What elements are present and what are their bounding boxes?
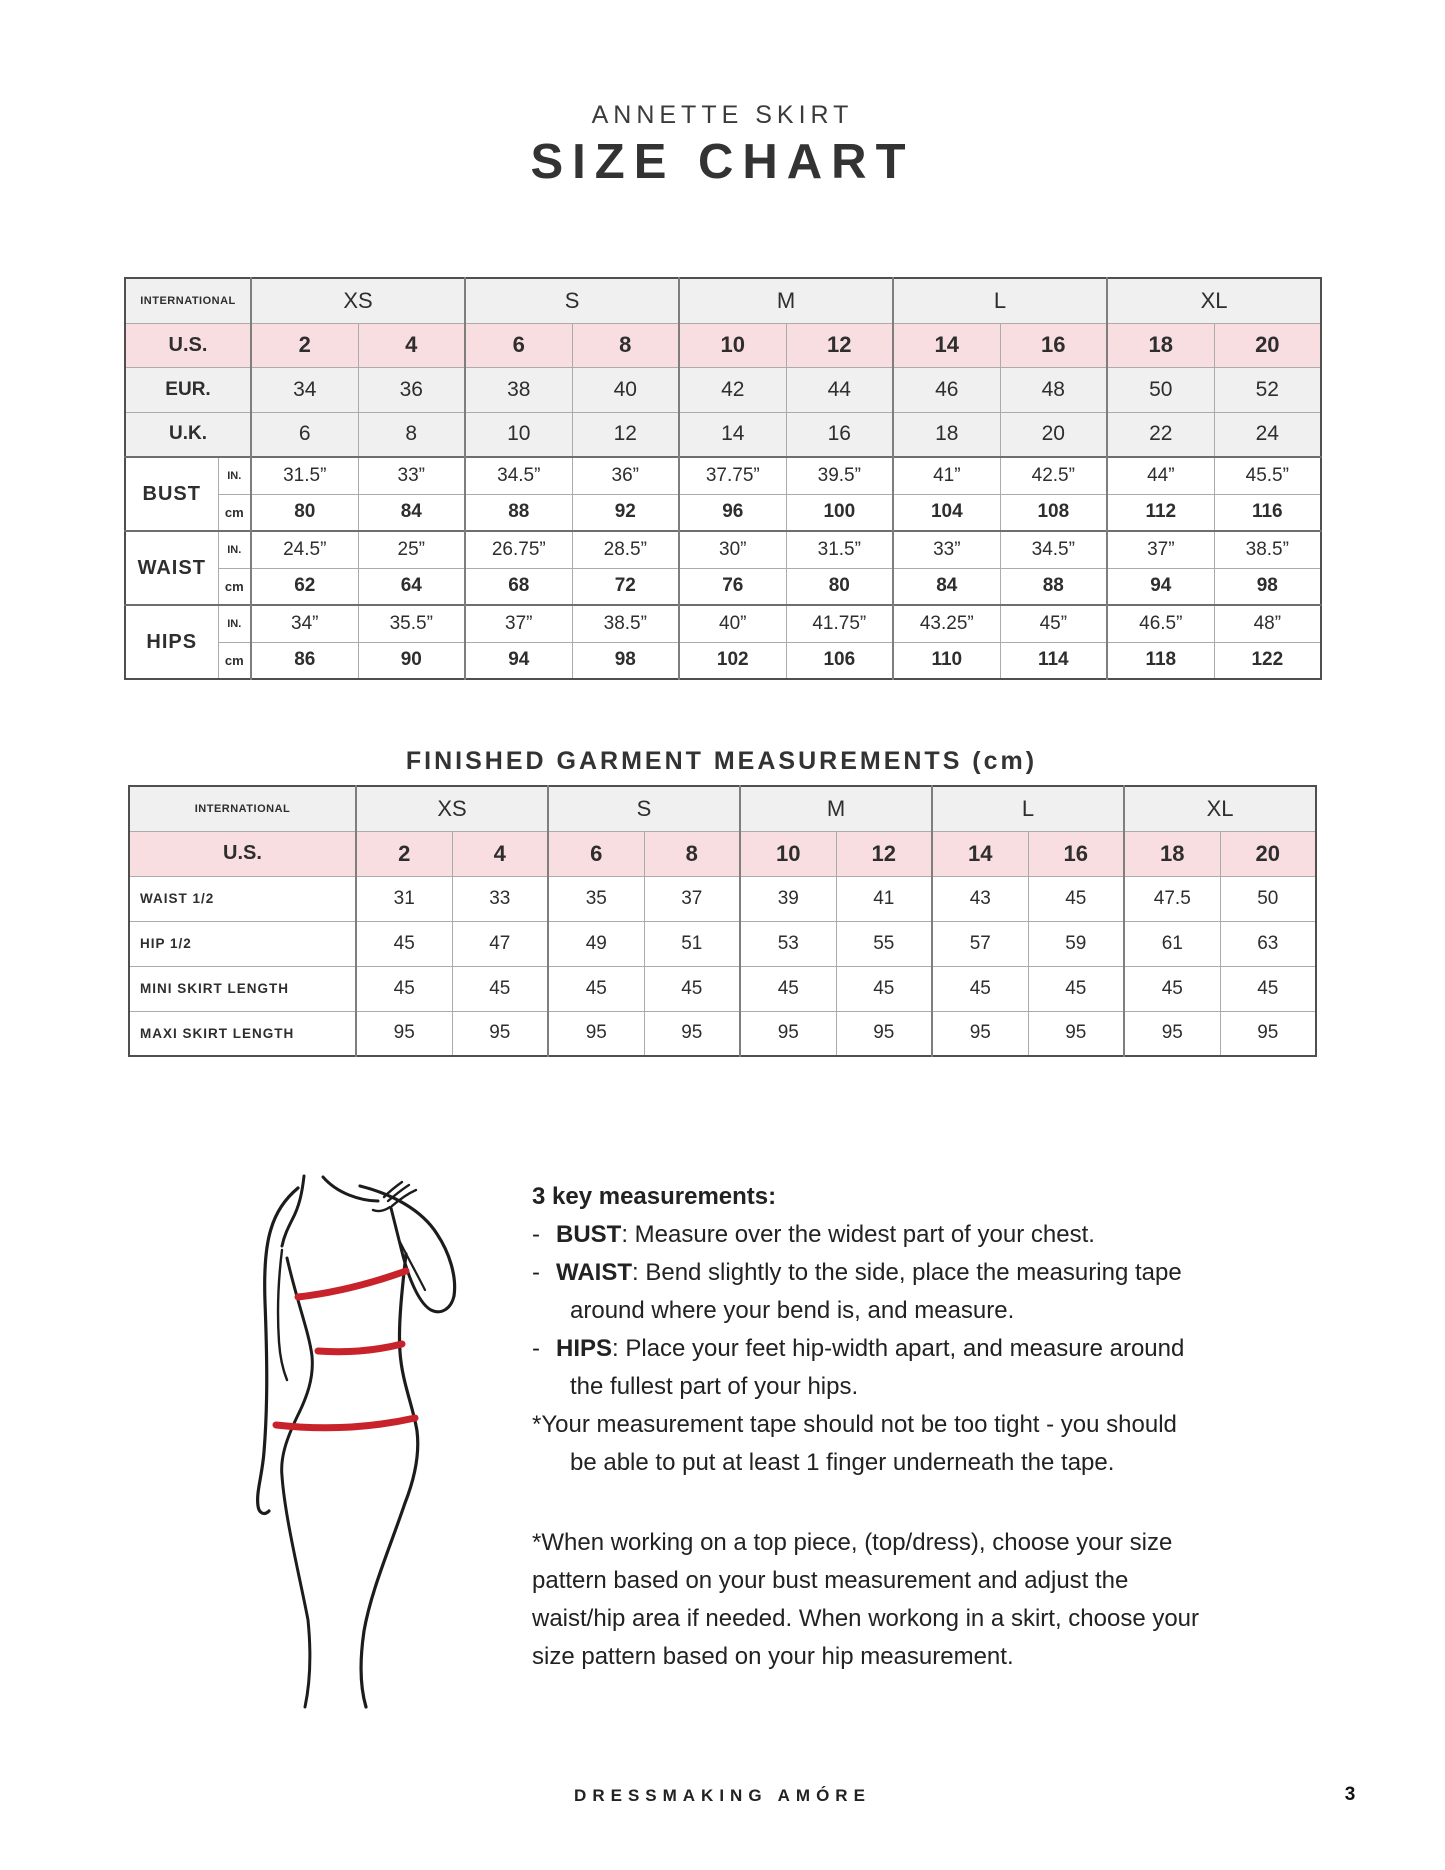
tape-note: *Your measurement tape should not be too tight - you should be able to put at least 1 finger underneath the tape. — [532, 1411, 1177, 1476]
inch-value-cell: 41.75” — [786, 605, 893, 642]
inch-value-cell: 41” — [893, 457, 1000, 494]
intl-size-cell: S — [548, 786, 740, 831]
garment-value-cell: 53 — [740, 921, 836, 966]
eur-size-cell: 38 — [465, 367, 572, 412]
us-size-cell: 8 — [572, 323, 679, 367]
intl-size-cell: XS — [251, 278, 465, 323]
inch-value-cell: 42.5” — [1000, 457, 1107, 494]
eur-size-cell: 46 — [893, 367, 1000, 412]
uk-size-cell: 22 — [1107, 412, 1214, 457]
intl-size-cell: XS — [356, 786, 548, 831]
garment-measure-row — [129, 1011, 1316, 1056]
page-title: SIZE CHART — [530, 135, 915, 189]
garment-value-cell: 95 — [1124, 1011, 1220, 1056]
intl-size-cell: L — [932, 786, 1124, 831]
cm-value-cell: 116 — [1214, 494, 1321, 531]
us-size-cell: 16 — [1028, 831, 1124, 876]
garment-value-cell: 51 — [644, 921, 740, 966]
cm-value-cell: 68 — [465, 568, 572, 605]
eur-size-cell: 50 — [1107, 367, 1214, 412]
inch-value-cell: 37” — [1107, 531, 1214, 568]
inch-value-cell: 26.75” — [465, 531, 572, 568]
international-label-cell: INTERNATIONAL — [125, 278, 251, 323]
bullet-term: HIPS — [556, 1335, 613, 1362]
bullet-marker: - — [532, 1221, 540, 1248]
garment-measure-label-cell: MAXI SKIRT LENGTH — [129, 1011, 356, 1056]
inch-value-cell: 35.5” — [358, 605, 465, 642]
cm-value-cell: 88 — [1000, 568, 1107, 605]
inch-value-cell: 37” — [465, 605, 572, 642]
us-size-cell: 20 — [1214, 323, 1321, 367]
cm-value-cell: 72 — [572, 568, 679, 605]
eur-size-cell: 52 — [1214, 367, 1321, 412]
cm-value-cell: 86 — [251, 642, 358, 679]
bust-measure-line — [298, 1271, 406, 1297]
inch-value-cell: 33” — [358, 457, 465, 494]
cm-value-cell: 118 — [1107, 642, 1214, 679]
uk-size-cell: 10 — [465, 412, 572, 457]
cm-value-cell: 98 — [1214, 568, 1321, 605]
garment-value-cell: 61 — [1124, 921, 1220, 966]
us-size-cell: 18 — [1124, 831, 1220, 876]
body-outline-strokes — [258, 1176, 455, 1707]
us-size-cell: 2 — [251, 323, 358, 367]
unit-cm-cell: cm — [218, 494, 251, 531]
cm-value-cell: 84 — [893, 568, 1000, 605]
garment-value-cell: 31 — [356, 876, 452, 921]
guide-bullet-bust — [532, 1216, 1200, 1254]
eur-label-cell: EUR. — [125, 367, 251, 412]
measure-label-cell: WAIST — [125, 531, 218, 605]
garment-value-cell: 49 — [548, 921, 644, 966]
inch-value-cell: 39.5” — [786, 457, 893, 494]
garment-value-cell: 59 — [1028, 921, 1124, 966]
inch-value-cell: 31.5” — [251, 457, 358, 494]
cm-value-cell: 110 — [893, 642, 1000, 679]
uk-label-cell: U.K. — [125, 412, 251, 457]
finished-garment-table — [128, 785, 1317, 1057]
us-size-cell: 16 — [1000, 323, 1107, 367]
garment-value-cell: 50 — [1220, 876, 1316, 921]
garment-measure-row — [129, 966, 1316, 1011]
garment-value-cell: 95 — [356, 1011, 452, 1056]
guide-bullet-hips — [532, 1330, 1200, 1406]
us-size-cell: 18 — [1107, 323, 1214, 367]
inch-value-cell: 33” — [893, 531, 1000, 568]
us-size-cell: 4 — [452, 831, 548, 876]
garment-measure-row — [129, 876, 1316, 921]
garment-value-cell: 45 — [452, 966, 548, 1011]
garment-value-cell: 41 — [836, 876, 932, 921]
cm-value-cell: 94 — [1107, 568, 1214, 605]
us-size-cell: 14 — [932, 831, 1028, 876]
footer-brand: DRESSMAKING AMÓRE — [574, 1786, 871, 1805]
cm-value-cell: 94 — [465, 642, 572, 679]
inch-value-cell: 48” — [1214, 605, 1321, 642]
garment-value-cell: 95 — [452, 1011, 548, 1056]
garment-value-cell: 95 — [644, 1011, 740, 1056]
garment-measure-label-cell: MINI SKIRT LENGTH — [129, 966, 356, 1011]
garment-value-cell: 33 — [452, 876, 548, 921]
intl-size-cell: S — [465, 278, 679, 323]
us-size-row — [129, 831, 1316, 876]
garment-measure-row — [129, 921, 1316, 966]
cm-value-cell: 96 — [679, 494, 786, 531]
measurement-row-cm — [125, 494, 1321, 531]
us-size-cell: 4 — [358, 323, 465, 367]
measurement-row-in — [125, 457, 1321, 494]
eur-size-cell: 42 — [679, 367, 786, 412]
garment-value-cell: 47 — [452, 921, 548, 966]
body-measurement-illustration — [210, 1150, 490, 1710]
inch-value-cell: 34” — [251, 605, 358, 642]
intl-size-cell: XL — [1107, 278, 1321, 323]
garment-value-cell: 45 — [1220, 966, 1316, 1011]
eur-size-cell: 36 — [358, 367, 465, 412]
inch-value-cell: 44” — [1107, 457, 1214, 494]
bullet-text: : Place your feet hip-width apart, and measure around the fullest part of your hips. — [570, 1335, 1185, 1400]
garment-value-cell: 95 — [548, 1011, 644, 1056]
waist-measure-line — [318, 1344, 402, 1352]
bullet-marker: - — [532, 1259, 540, 1286]
measurement-guide — [532, 1178, 1200, 1676]
inch-value-cell: 45.5” — [1214, 457, 1321, 494]
measure-label-cell: HIPS — [125, 605, 218, 679]
uk-size-cell: 12 — [572, 412, 679, 457]
us-size-cell: 10 — [740, 831, 836, 876]
garment-value-cell: 45 — [1124, 966, 1220, 1011]
size-chart-table — [124, 277, 1322, 680]
garment-value-cell: 45 — [740, 966, 836, 1011]
inch-value-cell: 25” — [358, 531, 465, 568]
page-number: 3 — [1344, 1784, 1356, 1805]
inch-value-cell: 36” — [572, 457, 679, 494]
unit-in-cell: IN. — [218, 457, 251, 494]
garment-value-cell: 45 — [644, 966, 740, 1011]
us-size-row — [125, 323, 1321, 367]
garment-value-cell: 45 — [356, 966, 452, 1011]
cm-value-cell: 122 — [1214, 642, 1321, 679]
guide-heading: 3 key measurements: — [532, 1183, 777, 1210]
inch-value-cell: 38.5” — [572, 605, 679, 642]
us-size-cell: 12 — [836, 831, 932, 876]
uk-size-cell: 20 — [1000, 412, 1107, 457]
size-choice-footnote: *When working on a top piece, (top/dress), choose your size pattern based on your bust measurement and adjust the waist/hip area if needed. When workong in a skirt, choose your size pattern based on your hip measurement. — [532, 1529, 1200, 1670]
eur-size-row — [125, 367, 1321, 412]
measurement-row-in — [125, 605, 1321, 642]
cm-value-cell: 102 — [679, 642, 786, 679]
eur-size-cell: 44 — [786, 367, 893, 412]
cm-value-cell: 112 — [1107, 494, 1214, 531]
uk-size-cell: 14 — [679, 412, 786, 457]
garment-measure-label-cell: HIP 1/2 — [129, 921, 356, 966]
unit-cm-cell: cm — [218, 568, 251, 605]
us-size-cell: 10 — [679, 323, 786, 367]
inch-value-cell: 30” — [679, 531, 786, 568]
pattern-name: ANNETTE SKIRT — [591, 101, 854, 129]
measurement-row-cm — [125, 568, 1321, 605]
cm-value-cell: 90 — [358, 642, 465, 679]
garment-value-cell: 45 — [836, 966, 932, 1011]
measure-label-cell: BUST — [125, 457, 218, 531]
cm-value-cell: 114 — [1000, 642, 1107, 679]
garment-value-cell: 63 — [1220, 921, 1316, 966]
inch-value-cell: 31.5” — [786, 531, 893, 568]
uk-size-cell: 6 — [251, 412, 358, 457]
cm-value-cell: 62 — [251, 568, 358, 605]
us-size-cell: 8 — [644, 831, 740, 876]
cm-value-cell: 104 — [893, 494, 1000, 531]
garment-value-cell: 37 — [644, 876, 740, 921]
cm-value-cell: 84 — [358, 494, 465, 531]
garment-value-cell: 55 — [836, 921, 932, 966]
measurement-row-in — [125, 531, 1321, 568]
inch-value-cell: 43.25” — [893, 605, 1000, 642]
us-size-cell: 2 — [356, 831, 452, 876]
eur-size-cell: 40 — [572, 367, 679, 412]
cm-value-cell: 76 — [679, 568, 786, 605]
garment-value-cell: 95 — [1220, 1011, 1316, 1056]
bullet-term: WAIST — [556, 1259, 632, 1286]
guide-bullet-waist — [532, 1254, 1200, 1330]
garment-value-cell: 95 — [932, 1011, 1028, 1056]
cm-value-cell: 80 — [786, 568, 893, 605]
garment-measure-label-cell: WAIST 1/2 — [129, 876, 356, 921]
us-label-cell: U.S. — [125, 323, 251, 367]
inch-value-cell: 34.5” — [1000, 531, 1107, 568]
uk-size-row — [125, 412, 1321, 457]
garment-value-cell: 45 — [356, 921, 452, 966]
bullet-marker: - — [532, 1335, 540, 1362]
inch-value-cell: 38.5” — [1214, 531, 1321, 568]
garment-value-cell: 45 — [1028, 876, 1124, 921]
cm-value-cell: 100 — [786, 494, 893, 531]
international-label-cell: INTERNATIONAL — [129, 786, 356, 831]
uk-size-cell: 24 — [1214, 412, 1321, 457]
intl-size-cell: XL — [1124, 786, 1316, 831]
garment-value-cell: 43 — [932, 876, 1028, 921]
us-size-cell: 14 — [893, 323, 1000, 367]
international-row — [125, 278, 1321, 323]
inch-value-cell: 34.5” — [465, 457, 572, 494]
cm-value-cell: 108 — [1000, 494, 1107, 531]
us-size-cell: 20 — [1220, 831, 1316, 876]
us-size-cell: 12 — [786, 323, 893, 367]
measurement-row-cm — [125, 642, 1321, 679]
cm-value-cell: 106 — [786, 642, 893, 679]
intl-size-cell: M — [740, 786, 932, 831]
cm-value-cell: 88 — [465, 494, 572, 531]
us-size-cell: 6 — [465, 323, 572, 367]
finished-garment-title: FINISHED GARMENT MEASUREMENTS (cm) — [405, 747, 1038, 775]
garment-value-cell: 57 — [932, 921, 1028, 966]
uk-size-cell: 16 — [786, 412, 893, 457]
inch-value-cell: 28.5” — [572, 531, 679, 568]
cm-value-cell: 98 — [572, 642, 679, 679]
inch-value-cell: 24.5” — [251, 531, 358, 568]
measurement-lines — [276, 1271, 415, 1428]
cm-value-cell: 80 — [251, 494, 358, 531]
cm-value-cell: 92 — [572, 494, 679, 531]
garment-value-cell: 39 — [740, 876, 836, 921]
inch-value-cell: 40” — [679, 605, 786, 642]
garment-value-cell: 45 — [932, 966, 1028, 1011]
bullet-text: : Measure over the widest part of your chest. — [621, 1221, 1095, 1248]
us-size-cell: 6 — [548, 831, 644, 876]
international-row — [129, 786, 1316, 831]
uk-size-cell: 18 — [893, 412, 1000, 457]
inch-value-cell: 45” — [1000, 605, 1107, 642]
bullet-text: : Bend slightly to the side, place the measuring tape around where your bend is, and measure. — [570, 1259, 1182, 1324]
unit-in-cell: IN. — [218, 531, 251, 568]
garment-value-cell: 35 — [548, 876, 644, 921]
unit-cm-cell: cm — [218, 642, 251, 679]
uk-size-cell: 8 — [358, 412, 465, 457]
cm-value-cell: 64 — [358, 568, 465, 605]
intl-size-cell: L — [893, 278, 1107, 323]
unit-in-cell: IN. — [218, 605, 251, 642]
us-label-cell: U.S. — [129, 831, 356, 876]
garment-value-cell: 95 — [1028, 1011, 1124, 1056]
inch-value-cell: 37.75” — [679, 457, 786, 494]
eur-size-cell: 34 — [251, 367, 358, 412]
garment-value-cell: 95 — [836, 1011, 932, 1056]
eur-size-cell: 48 — [1000, 367, 1107, 412]
garment-value-cell: 45 — [548, 966, 644, 1011]
garment-value-cell: 45 — [1028, 966, 1124, 1011]
intl-size-cell: M — [679, 278, 893, 323]
inch-value-cell: 46.5” — [1107, 605, 1214, 642]
garment-value-cell: 47.5 — [1124, 876, 1220, 921]
bullet-term: BUST — [556, 1221, 622, 1248]
garment-value-cell: 95 — [740, 1011, 836, 1056]
